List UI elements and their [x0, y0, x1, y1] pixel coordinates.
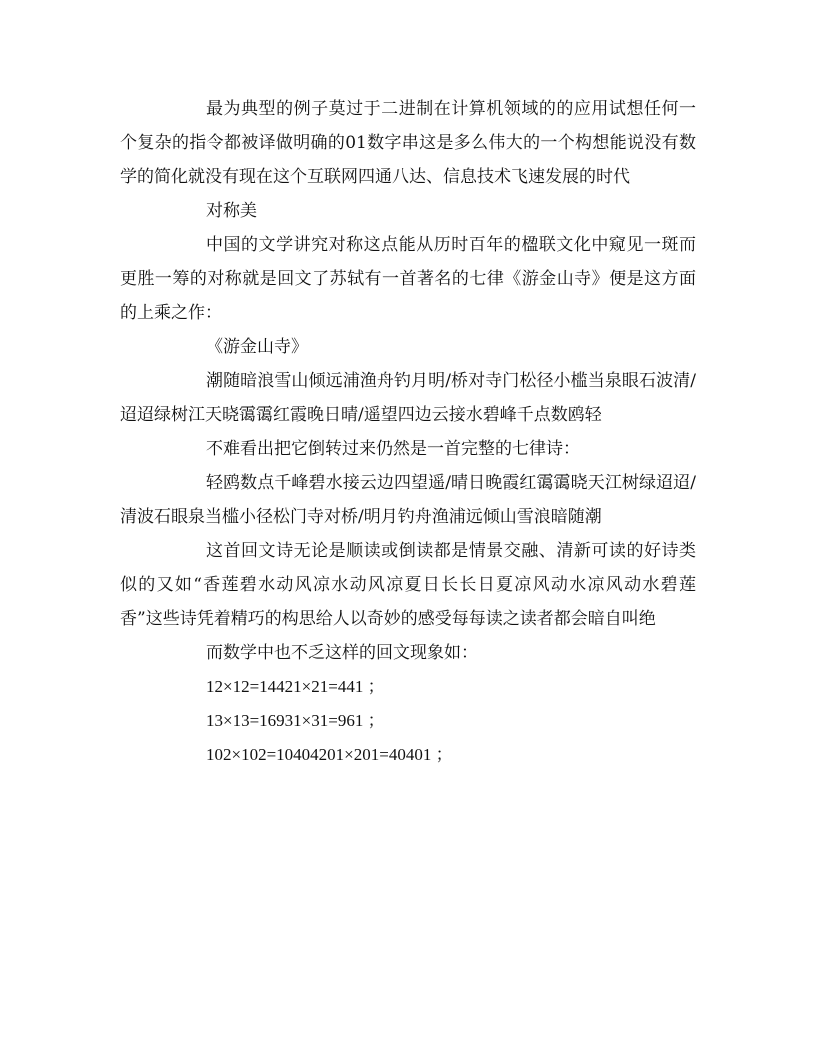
section-heading-symmetry: 对称美	[206, 201, 257, 221]
poem-reversed: 轻鸥数点千峰碧水接云边四望遥/晴日晚霞红霭霭晓天江树绿迢迢/清波石眼泉当槛小径松门寺对桥/明月钓舟渔浦远倾山雪浪暗随潮	[120, 473, 696, 527]
document-body	[120, 92, 696, 772]
paragraph-couplets: 中国的文学讲究对称这点能从历时百年的楹联文化中窥见一斑而更胜一筹的对称就是回文了苏轼有一首著名的七律《游金山寺》便是这方面的上乘之作：	[120, 235, 696, 323]
equation-line: 102×102=10404201×201=40401 ；	[206, 745, 453, 764]
paragraph-palindrome-poem: 这首回文诗无论是顺读或倒读都是情景交融、清新可读的好诗类似的又如“香莲碧水动风凉水动风凉夏日长长日夏凉风动水凉风动水碧莲香”这些诗凭着精巧的构思给人以奇妙的感受每每读之读者都会暗自叫绝	[120, 541, 696, 629]
paragraph-reversal: 不难看出把它倒转过来仍然是一首完整的七律诗：	[206, 439, 580, 459]
poem-forward: 潮随暗浪雪山倾远浦渔舟钓月明/桥对寺门松径小槛当泉眼石波清/迢迢绿树江天晓霭霭红霞晚日晴/遥望四边云接水碧峰千点数鸥轻	[120, 371, 696, 425]
equation-line: 12×12=14421×21=441 ；	[206, 677, 385, 696]
poem-title: 《游金山寺》	[206, 337, 308, 357]
paragraph-binary: 最为典型的例子莫过于二进制在计算机领域的的应用试想任何一个复杂的指令都被译做明确的01数字串这是多么伟大的一个构想能说没有数学的简化就没有现在这个互联网四通八达、信息技术飞速发展的时代	[120, 99, 696, 187]
equation-line: 13×13=16931×31=961 ；	[206, 711, 385, 730]
paragraph-math-palindrome: 而数学中也不乏这样的回文现象如：	[206, 643, 478, 663]
